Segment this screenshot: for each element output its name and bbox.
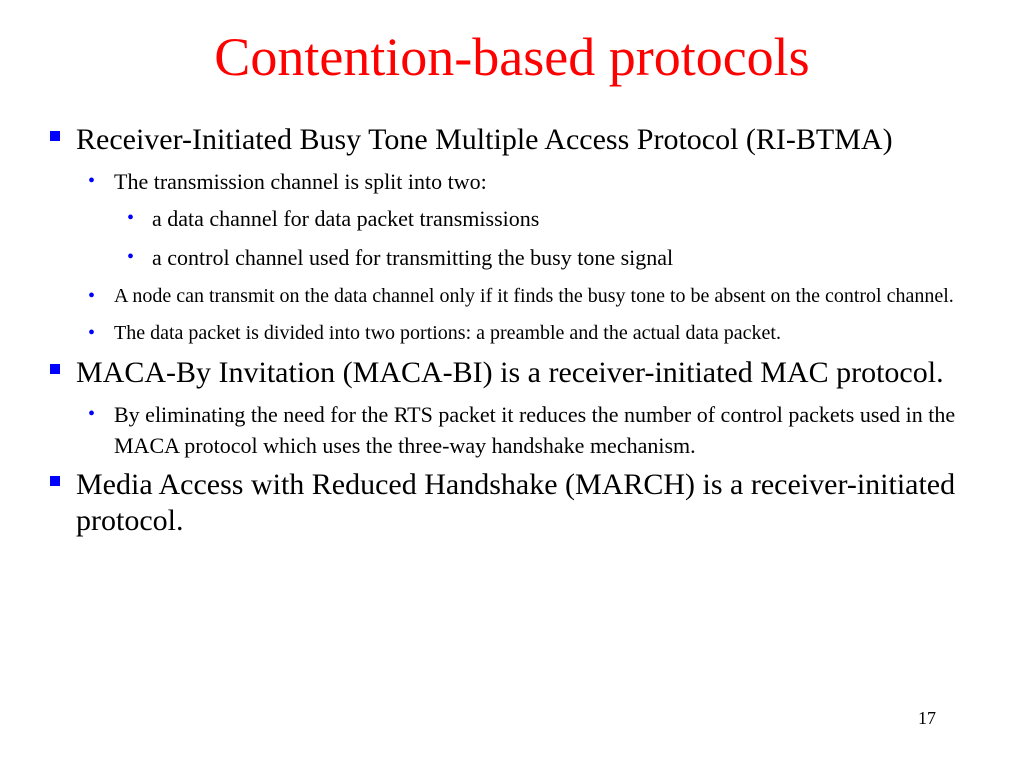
bullet-text: MACA-By Invitation (MACA-BI) is a receiver-initiated MAC protocol. bbox=[76, 356, 944, 389]
dot-bullet-icon: • bbox=[127, 246, 135, 268]
bullet-ri-btma bbox=[48, 122, 978, 158]
sub-bullet-channel-split bbox=[48, 166, 978, 197]
dot-bullet-icon: • bbox=[127, 207, 135, 229]
bullet-text: Receiver-Initiated Busy Tone Multiple Access Protocol (RI-BTMA) bbox=[76, 123, 893, 156]
sub-bullet-text: By eliminating the need for the RTS packet it reduces the number of control packets used in the MACA protocol which uses the three-way handshake mechanism. bbox=[114, 402, 956, 458]
sub-bullet-node-transmit bbox=[48, 281, 978, 312]
sub-sub-bullet-text: a control channel used for transmitting the busy tone signal bbox=[152, 245, 674, 270]
sub-bullet-text: The transmission channel is split into two: bbox=[114, 169, 487, 194]
square-bullet-icon bbox=[50, 131, 60, 141]
sub-sub-bullet-text: a data channel for data packet transmissions bbox=[152, 206, 540, 231]
page-number: 17 bbox=[918, 708, 936, 728]
sub-sub-bullet-control-channel bbox=[48, 242, 978, 273]
dot-bullet-icon: • bbox=[88, 170, 96, 192]
square-bullet-icon bbox=[50, 364, 60, 374]
sub-bullet-packet-divided bbox=[48, 318, 978, 349]
bullet-maca-bi bbox=[48, 355, 978, 391]
bullet-march bbox=[48, 467, 978, 539]
sub-bullet-text: The data packet is divided into two portions: a preamble and the actual data packet. bbox=[114, 322, 781, 344]
dot-bullet-icon: • bbox=[88, 322, 96, 344]
dot-bullet-icon: • bbox=[88, 285, 96, 307]
slide-title: Contention-based protocols bbox=[214, 27, 810, 87]
square-bullet-icon bbox=[50, 476, 60, 486]
sub-bullet-rts-elimination bbox=[48, 399, 978, 461]
slide-content bbox=[48, 122, 978, 547]
sub-bullet-text: A node can transmit on the data channel only if it finds the busy tone to be absent on the control channel. bbox=[114, 285, 954, 307]
sub-sub-bullet-data-channel bbox=[48, 203, 978, 234]
dot-bullet-icon: • bbox=[88, 403, 96, 425]
bullet-text: Media Access with Reduced Handshake (MARCH) is a receiver-initiated protocol. bbox=[76, 468, 956, 537]
